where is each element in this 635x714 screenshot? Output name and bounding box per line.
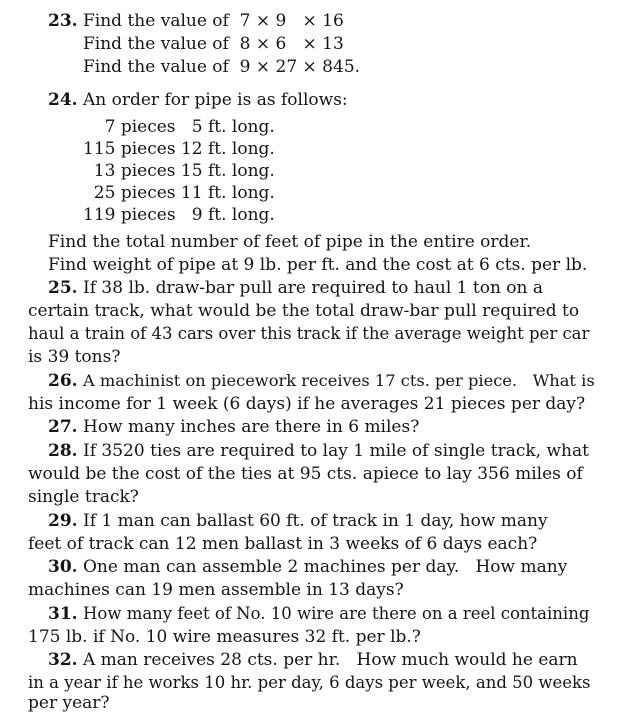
problem-text-line: would be the cost of the ties at 95 cts. apiece to lay 356 miles of [28, 464, 583, 484]
problem-text-line: How many feet of No. 10 wire are there on a reel containing [83, 604, 590, 623]
problem-text-line: certain track, what would be the total draw-bar pull required to [28, 301, 580, 321]
problem-number: 27. [48, 417, 78, 437]
problem-text-line: per year? [28, 693, 110, 713]
problem-text-line: Find the value of 7 × 9 × 16 [83, 11, 344, 31]
problem-text-line: in a year if he works 10 hr. per day, 6 days per week, and 50 weeks [28, 673, 591, 692]
problem-text-line: If 3520 ties are required to lay 1 mile of single track, what [83, 441, 589, 461]
problem-text-line: A man receives 28 cts. per hr. How much would he earn [83, 650, 578, 670]
problem-text-line: feet of track can 12 men ballast in 3 weeks of 6 days each? [28, 534, 538, 554]
pipe-order-item: 25 pieces 11 ft. long. [83, 183, 275, 203]
problem-text-line: machines can 19 men assemble in 13 days? [28, 580, 404, 600]
problem-text-line: How many inches are there in 6 miles? [83, 417, 420, 437]
problem-text-line: Find the value of 9 × 27 × 845. [83, 57, 361, 77]
pipe-order-item: 115 pieces 12 ft. long. [83, 139, 275, 159]
pipe-order-item: 13 pieces 15 ft. long. [83, 161, 275, 181]
problem-text-line: If 38 lb. draw-bar pull are required to haul 1 ton on a [83, 278, 544, 298]
problem-number: 25. [48, 278, 78, 298]
problem-text-line: Find weight of pipe at 9 lb. per ft. and the cost at 6 cts. per lb. [48, 255, 588, 275]
problem-number: 31. [48, 604, 78, 624]
problem-number: 32. [48, 650, 78, 670]
problem-number: 28. [48, 441, 78, 461]
problem-text-line: If 1 man can ballast 60 ft. of track in 1 day, how many [83, 511, 548, 531]
problem-text-line: An order for pipe is as follows: [83, 90, 348, 110]
problem-text-line: A machinist on piecework receives 17 cts. per piece. What is [83, 371, 595, 390]
problem-text-line: 175 lb. if No. 10 wire measures 32 ft. per lb.? [28, 627, 421, 647]
problem-text-line: One man can assemble 2 machines per day. How many [83, 557, 568, 577]
problem-text-line: Find the total number of feet of pipe in the entire order. [48, 232, 532, 252]
problem-text-line: haul a train of 43 cars over this track if the average weight per car [28, 324, 590, 343]
problem-number: 26. [48, 371, 78, 391]
problem-text-line: is 39 tons? [28, 347, 121, 367]
problem-number: 29. [48, 511, 78, 531]
problem-number: 24. [48, 90, 78, 110]
problem-number: 23. [48, 11, 78, 31]
problem-text-line: Find the value of 8 × 6 × 13 [83, 34, 344, 54]
problem-text-line: single track? [28, 487, 139, 507]
problem-text-line: his income for 1 week (6 days) if he averages 21 pieces per day? [28, 394, 586, 414]
pipe-order-item: 119 pieces 9 ft. long. [83, 205, 275, 225]
pipe-order-item: 7 pieces 5 ft. long. [83, 117, 275, 137]
problem-number: 30. [48, 557, 78, 577]
